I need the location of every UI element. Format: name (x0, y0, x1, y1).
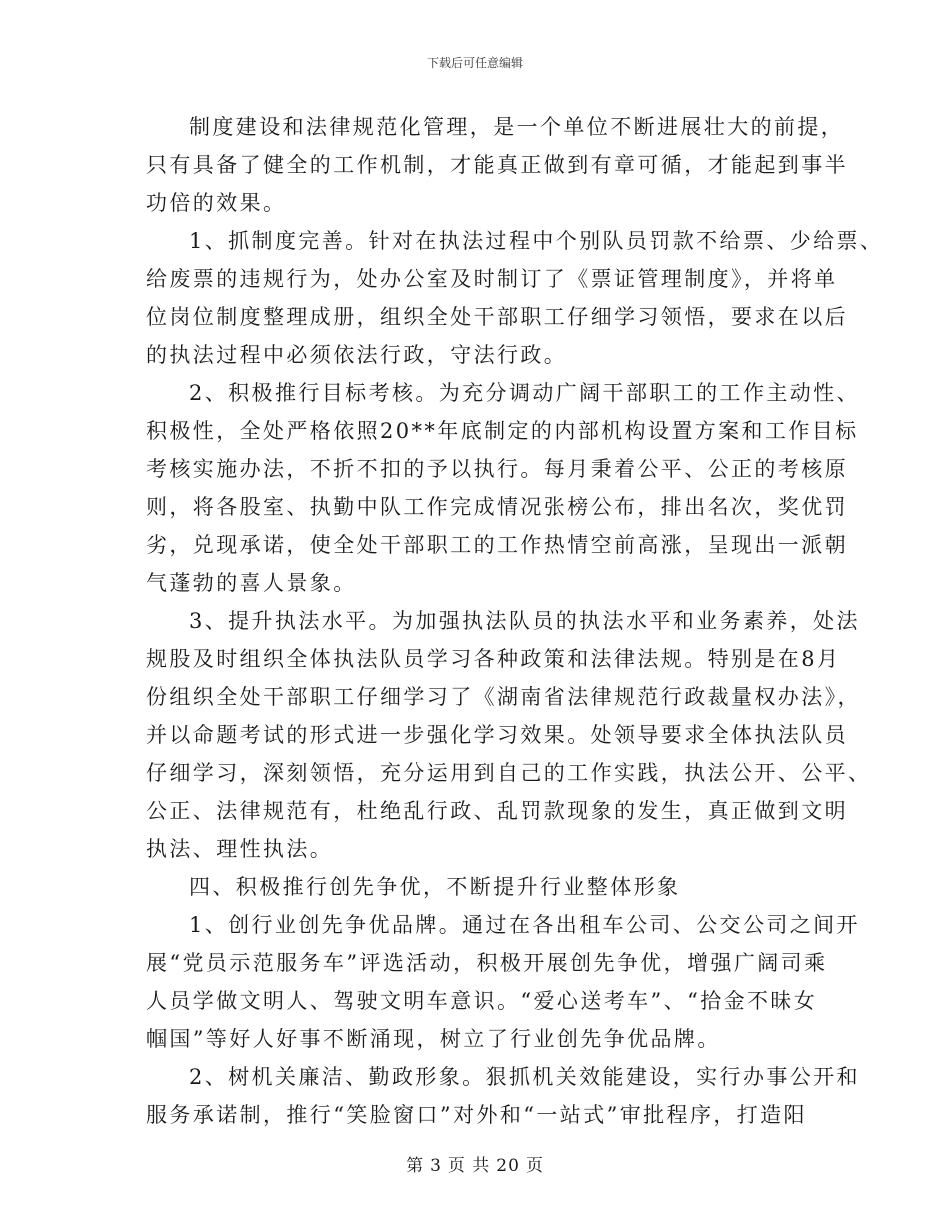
footer-suffix: 页 (525, 1156, 544, 1176)
footer-prefix: 第 (406, 1156, 425, 1176)
page-footer (0, 1151, 950, 1176)
page-header: 下载后可任意编辑 (426, 56, 523, 70)
text-line: 执法、理性执法。 (146, 837, 334, 861)
text-line: 的执法过程中必须依法行政，守法行政。 (146, 343, 568, 367)
text-line: 给废票的违规行为，处办公室及时制订了《票证管理制度》，并将单 (146, 267, 838, 291)
current-page-number: 3 (430, 1156, 442, 1176)
text-line: 公正、法律规范有，杜绝乱行政、乱罚款现象的发生，真正做到文明 (146, 799, 848, 823)
text-line: 功倍的效果。 (146, 191, 287, 215)
text-line: 仔细学习，深刻领悟，充分运用到自己的工作实践，执法公开、公平、 (146, 761, 872, 785)
text-line: 气蓬勃的喜人景象。 (146, 571, 357, 595)
text-line: 3、提升执法水平。为加强执法队员的执法水平和业务素养，处法 (189, 609, 860, 633)
text-line: 2、树机关廉洁、勤政形象。狠抓机关效能建设，实行办事公开和 (189, 1065, 860, 1089)
text-line: 劣，兑现承诺，使全处干部职工的工作热情空前高涨，呈现出一派朝 (146, 533, 848, 557)
text-line: 则，将各股室、执勤中队工作完成情况张榜公布，排出名次，奖优罚 (146, 495, 848, 519)
text-line: 位岗位制度整理成册，组织全处干部职工仔细学习领悟，要求在以后 (146, 305, 848, 329)
text-line: 1、抓制度完善。针对在执法过程中个别队员罚款不给票、少给票、 (189, 229, 884, 253)
text-line: 并以命题考试的形式进一步强化学习效果。处领导要求全体执法队员 (146, 723, 848, 747)
text-line: 展“党员示范服务车”评选活动，积极开展创先争优，增强广阔司乘 (146, 951, 828, 975)
text-line: 1、创行业创先争优品牌。通过在各出租车公司、公交公司之间开 (189, 913, 860, 937)
text-line: 积极性，全处严格依照20**年底制定的内部机构设置方案和工作目标 (146, 419, 859, 443)
text-line: 规股及时组织全体执法队员学习各种政策和法律法规。特别是在8月 (146, 647, 841, 671)
section-heading: 四、积极推行创先争优，不断提升行业整体形象 (189, 875, 681, 899)
text-line: 服务承诺制，推行“笑脸窗口”对外和“一站式”审批程序，打造阳 (146, 1103, 807, 1127)
text-line: 2、积极推行目标考核。为充分调动广阔干部职工的工作主动性、 (189, 381, 860, 405)
total-pages-number: 20 (496, 1156, 520, 1176)
footer-middle: 页 共 (447, 1156, 491, 1176)
text-line: 人员学做文明人、驾驶文明车意识。“爱心送考车”、“拾金不昧女 (146, 989, 818, 1013)
text-line: 份组织全处干部职工仔细学习了《湖南省法律规范行政裁量权办法》， (146, 685, 861, 709)
text-line: 只有具备了健全的工作机制，才能真正做到有章可循，才能起到事半 (146, 153, 848, 177)
text-line: 制度建设和法律规范化管理，是一个单位不断进展壮大的前提， (189, 115, 845, 139)
text-line: 考核实施办法，不折不扣的予以执行。每月秉着公平、公正的考核原 (146, 457, 848, 481)
text-line: 帼国”等好人好事不断涌现，树立了行业创先争优品牌。 (146, 1027, 721, 1051)
